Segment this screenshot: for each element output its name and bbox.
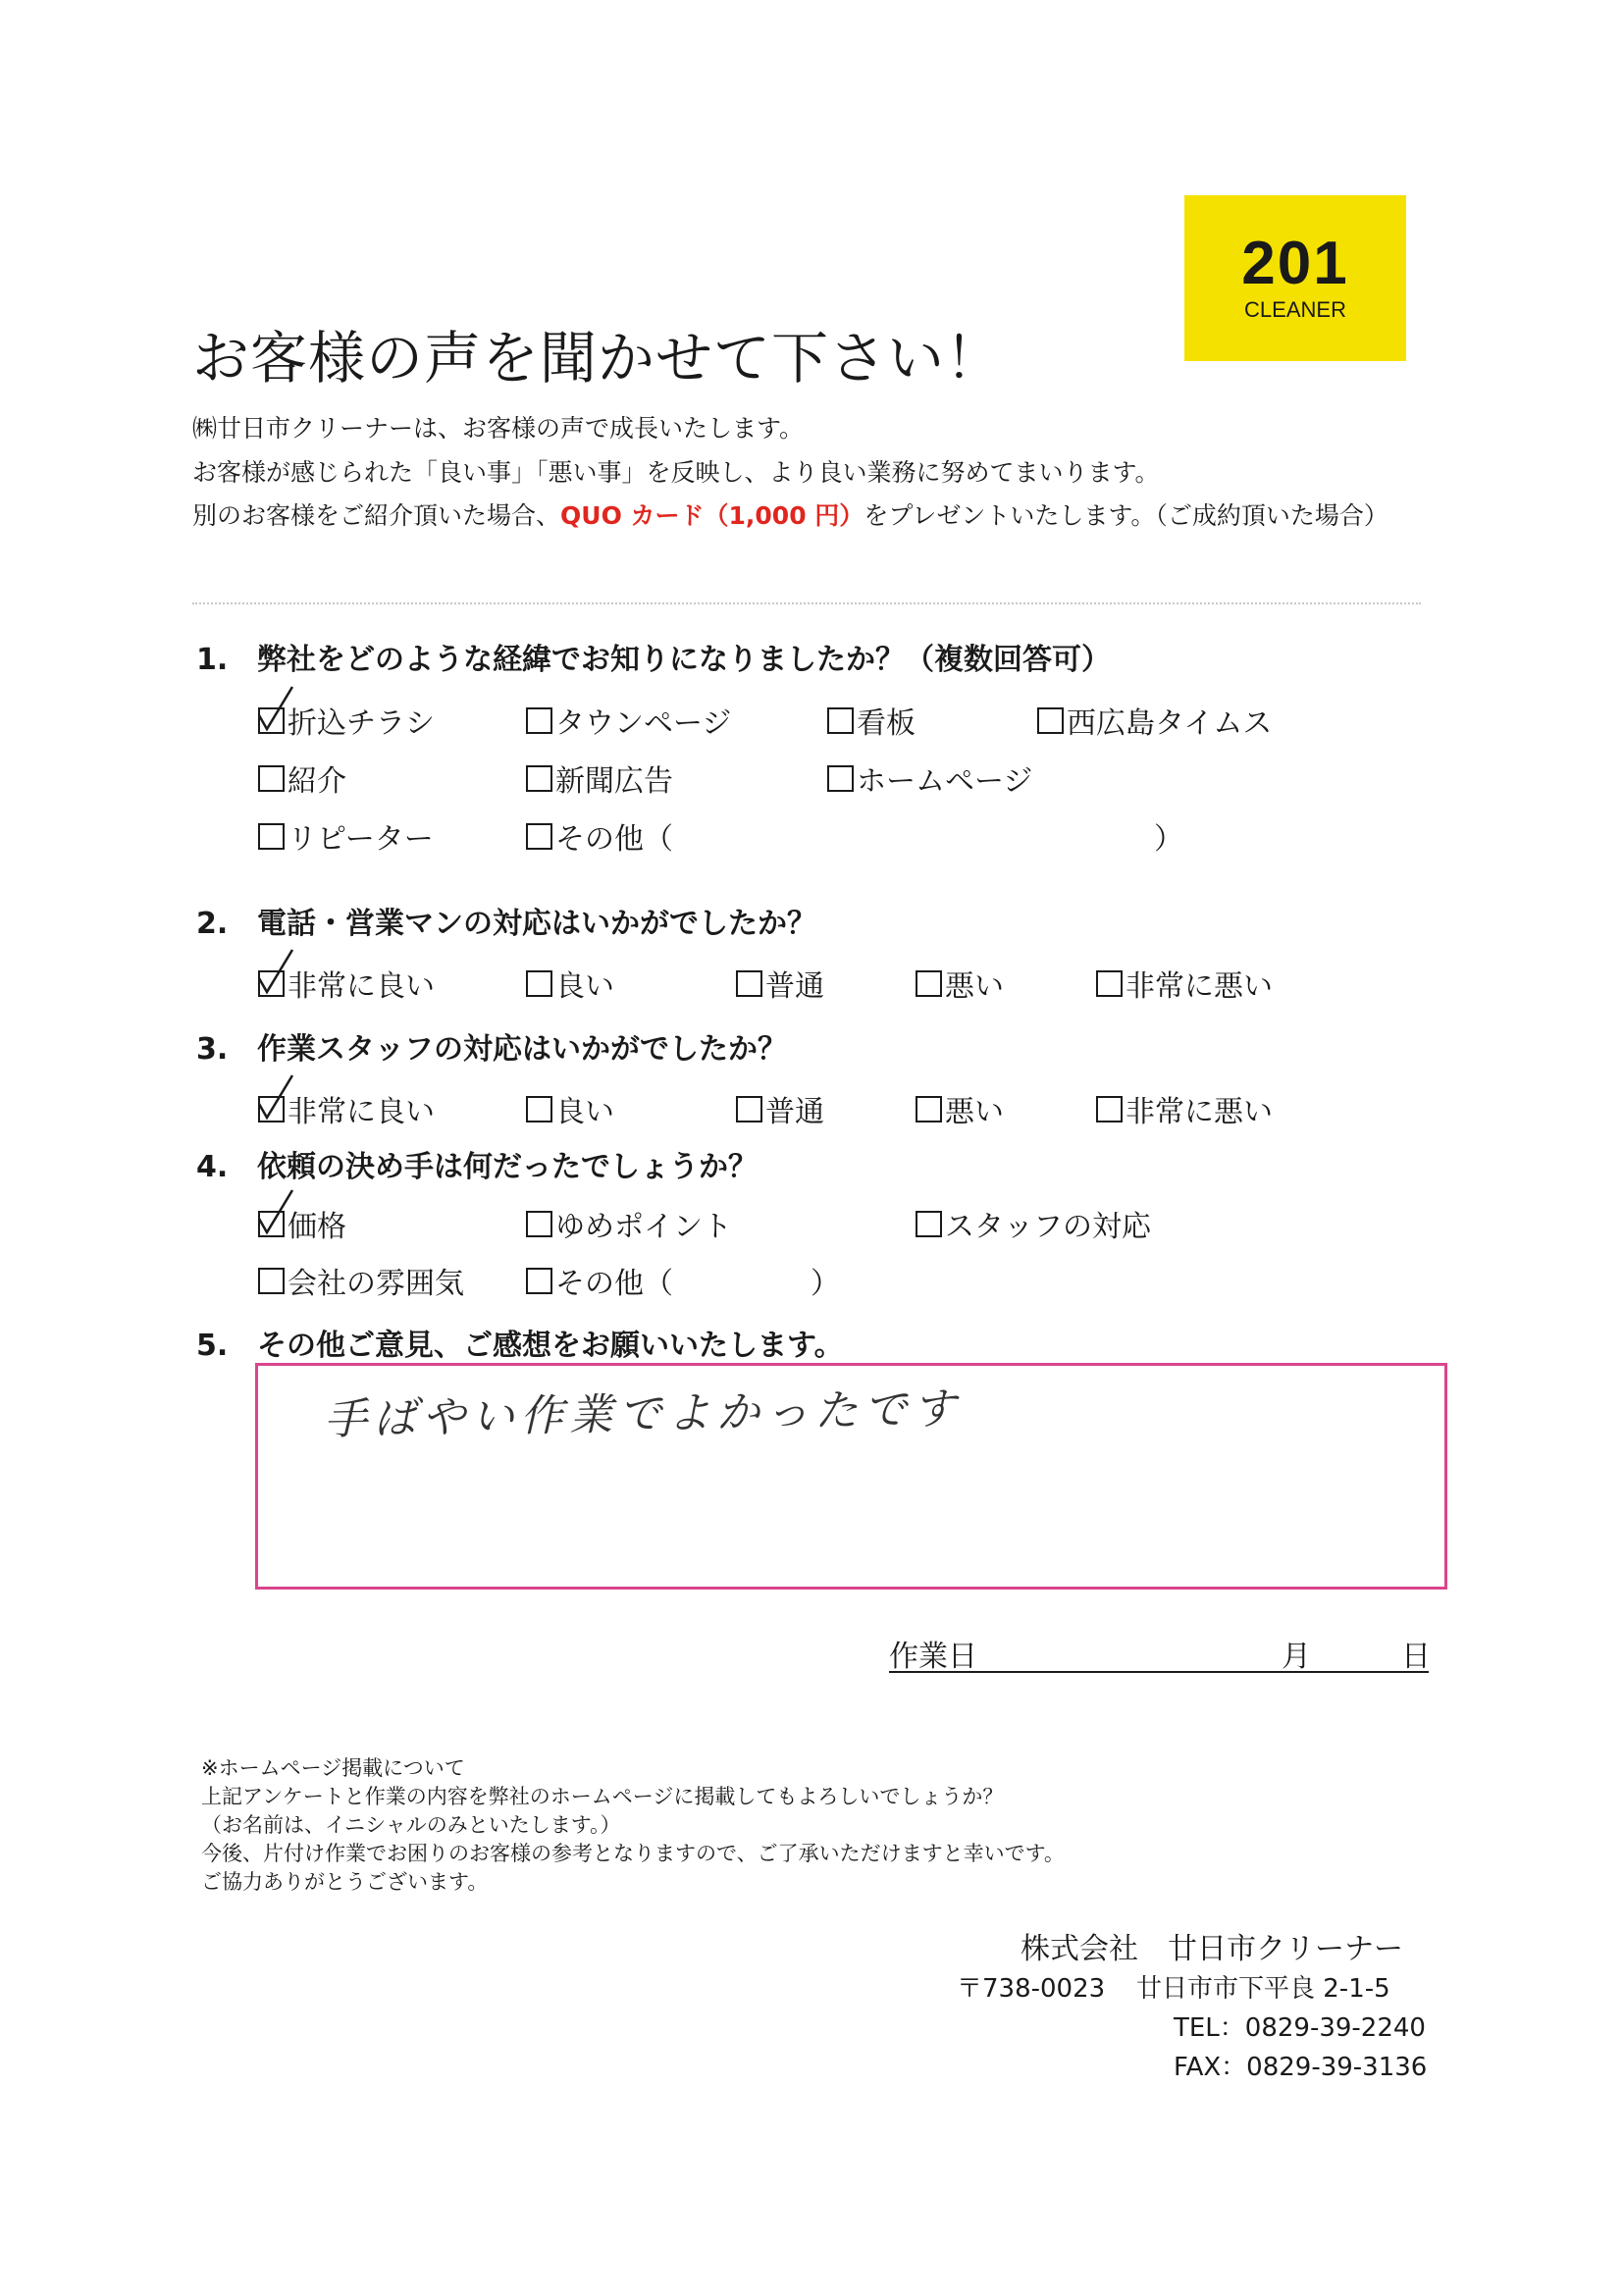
intro-line-3-after: をプレゼントいたします。（ご成約頂いた場合） — [864, 501, 1388, 530]
checkbox[interactable] — [526, 1268, 552, 1294]
work-date-label: 作業日 — [889, 1640, 977, 1674]
q1-option-newspaper-ad[interactable] — [526, 757, 673, 800]
checkbox[interactable] — [916, 1096, 942, 1122]
checkbox[interactable] — [526, 1211, 552, 1237]
note-line-4: 今後、片付け作業でお困りのお客様の参考となりますので、ご了承いただけますと幸いです。 — [201, 1842, 1065, 1865]
checkbox[interactable] — [258, 1096, 285, 1122]
q4-option-price[interactable] — [258, 1202, 346, 1245]
q2-option-label: 非常に良い — [288, 969, 435, 1004]
q1-option-signboard[interactable] — [827, 699, 916, 742]
work-date-underline — [889, 1671, 1429, 1673]
checkbox[interactable] — [1096, 1096, 1123, 1122]
q4-option-yume-point[interactable] — [526, 1202, 732, 1245]
q3-option-very-bad[interactable] — [1096, 1087, 1273, 1130]
intro-line-2: お客様が感じられた「良い事」「悪い事」を反映し、より良い業務に努めてまいります。 — [192, 458, 1160, 487]
q1-option-label: その他（ — [555, 822, 673, 857]
q3-option-label: 非常に良い — [288, 1095, 435, 1129]
checkbox[interactable] — [916, 1211, 942, 1237]
q1-option-flyer[interactable] — [258, 699, 435, 742]
checkbox[interactable] — [1037, 707, 1064, 734]
checkbox[interactable] — [258, 970, 285, 997]
checkbox[interactable] — [827, 707, 854, 734]
q1-option-label: 西広島タイムス — [1067, 706, 1273, 741]
q4-option-label: スタッフの対応 — [945, 1210, 1151, 1244]
handwritten-comment: 手ばやい作業でよかったです — [323, 1383, 963, 1445]
company-address: 廿日市市下平良 2-1-5 — [1136, 1974, 1390, 2004]
q4-option-label: 会社の雰囲気 — [288, 1267, 464, 1301]
checkmark-icon — [256, 947, 295, 998]
note-line-3: （お名前は、イニシャルのみといたします。） — [201, 1813, 621, 1837]
q3-option-label: 良い — [555, 1095, 614, 1129]
q1-option-label: ホームページ — [857, 764, 1033, 799]
q1-option-label: リピーター — [288, 822, 434, 857]
intro-line-3 — [192, 496, 1388, 532]
q4-option-label: ゆめポイント — [555, 1210, 732, 1244]
q2-option-label: 非常に悪い — [1126, 969, 1273, 1004]
work-date-month-label: 月 — [1282, 1640, 1311, 1674]
checkbox[interactable] — [736, 970, 762, 997]
q1-option-label: 折込チラシ — [288, 706, 435, 741]
checkbox[interactable] — [526, 765, 552, 792]
q2-option-label: 良い — [555, 969, 614, 1004]
intro-line-1: ㈱廿日市クリーナーは、お客様の声で成長いたします。 — [192, 414, 805, 443]
q1-option-label: 新聞広告 — [555, 764, 673, 799]
q1-option-label: タウンページ — [555, 706, 732, 741]
question-3 — [196, 1024, 787, 1068]
question-1-number: 1. — [196, 643, 229, 677]
company-fax: FAX：0829-39-3136 — [1174, 2053, 1428, 2082]
q1-option-label: 紹介 — [288, 764, 346, 799]
q1-option-repeater[interactable] — [258, 814, 434, 858]
company-name: 廿日市クリーナー — [1168, 1932, 1403, 1966]
intro-line-3-before: 別のお客様をご紹介頂いた場合、 — [192, 501, 561, 530]
question-2-number: 2. — [196, 907, 229, 941]
q1-option-label: 看板 — [857, 706, 916, 741]
q3-option-very-good[interactable] — [258, 1087, 435, 1130]
note-line-1: ※ホームページ掲載について — [201, 1756, 465, 1780]
section-divider — [192, 602, 1421, 604]
checkbox[interactable] — [526, 707, 552, 734]
checkbox[interactable] — [258, 765, 285, 792]
checkbox[interactable] — [526, 1096, 552, 1122]
question-2 — [196, 899, 816, 942]
logo-number: 201 — [1241, 230, 1349, 297]
question-1-text: 弊社をどのような経緯でお知りになりましたか？（複数回答可） — [257, 643, 1111, 677]
q2-option-label: 悪い — [945, 969, 1004, 1004]
q2-option-good[interactable] — [526, 962, 614, 1005]
checkbox[interactable] — [258, 1268, 285, 1294]
question-2-text: 電話・営業マンの対応はいかがでしたか？ — [257, 907, 816, 941]
question-1 — [196, 635, 1111, 678]
q3-option-label: 普通 — [765, 1095, 824, 1129]
q2-option-bad[interactable] — [916, 962, 1004, 1005]
logo-subtitle: CLEANER — [1244, 297, 1346, 322]
checkbox[interactable] — [1096, 970, 1123, 997]
question-3-text: 作業スタッフの対応はいかがでしたか？ — [257, 1032, 787, 1067]
q4-option-other[interactable] — [526, 1259, 673, 1302]
q2-option-very-good[interactable] — [258, 962, 435, 1005]
checkbox[interactable] — [258, 823, 285, 850]
checkbox[interactable] — [526, 970, 552, 997]
question-4-text: 依頼の決め手は何だったでしょうか？ — [257, 1150, 758, 1184]
company-type: 株式会社 — [1021, 1932, 1138, 1966]
question-4-number: 4. — [196, 1150, 229, 1184]
checkmark-icon — [256, 1187, 295, 1238]
q3-option-average[interactable] — [736, 1087, 824, 1130]
checkbox[interactable] — [258, 1211, 285, 1237]
q2-option-very-bad[interactable] — [1096, 962, 1273, 1005]
checkmark-icon — [256, 684, 295, 735]
q4-option-label: その他（ — [555, 1267, 673, 1301]
question-4 — [196, 1142, 758, 1185]
q1-other-close-paren: ） — [1154, 822, 1183, 857]
question-5-text: その他ご意見、ご感想をお願いいたします。 — [257, 1329, 844, 1363]
q1-option-townpage[interactable] — [526, 699, 731, 742]
note-line-2: 上記アンケートと作業の内容を弊社のホームページに掲載してもよろしいでしょうか？ — [201, 1785, 1004, 1808]
checkmark-icon — [256, 1072, 295, 1123]
checkbox[interactable] — [258, 707, 285, 734]
q1-option-nishihiroshima-times[interactable] — [1037, 699, 1272, 742]
question-3-number: 3. — [196, 1032, 229, 1067]
company-tel: TEL：0829-39-2240 — [1174, 2013, 1426, 2043]
q3-option-label: 非常に悪い — [1126, 1095, 1273, 1129]
q2-option-average[interactable] — [736, 962, 824, 1005]
checkbox[interactable] — [526, 823, 552, 850]
q1-option-homepage[interactable] — [827, 757, 1032, 800]
q3-option-good[interactable] — [526, 1087, 614, 1130]
q1-option-referral[interactable] — [258, 757, 346, 800]
q4-other-close-paren: ） — [811, 1267, 840, 1301]
question-5 — [196, 1321, 844, 1364]
q3-option-bad[interactable] — [916, 1087, 1004, 1130]
quo-card-highlight: QUO カード（1,000 円） — [560, 501, 864, 530]
note-line-5: ご協力ありがとうございます。 — [201, 1870, 489, 1894]
q4-option-label: 価格 — [288, 1210, 346, 1244]
q1-option-other[interactable] — [526, 814, 673, 858]
work-date-day-label: 日 — [1401, 1640, 1431, 1674]
checkbox[interactable] — [827, 765, 854, 792]
question-5-number: 5. — [196, 1329, 229, 1363]
q4-option-atmosphere[interactable] — [258, 1259, 464, 1302]
company-postal-code: 〒738-0023 — [957, 1974, 1106, 2004]
checkbox[interactable] — [916, 970, 942, 997]
q4-option-staff-response[interactable] — [916, 1202, 1151, 1245]
page-title: お客様の声を聞かせて下さい！ — [192, 325, 1004, 391]
checkbox[interactable] — [736, 1096, 762, 1122]
q2-option-label: 普通 — [765, 969, 824, 1004]
company-logo — [1184, 195, 1406, 361]
q3-option-label: 悪い — [945, 1095, 1004, 1129]
